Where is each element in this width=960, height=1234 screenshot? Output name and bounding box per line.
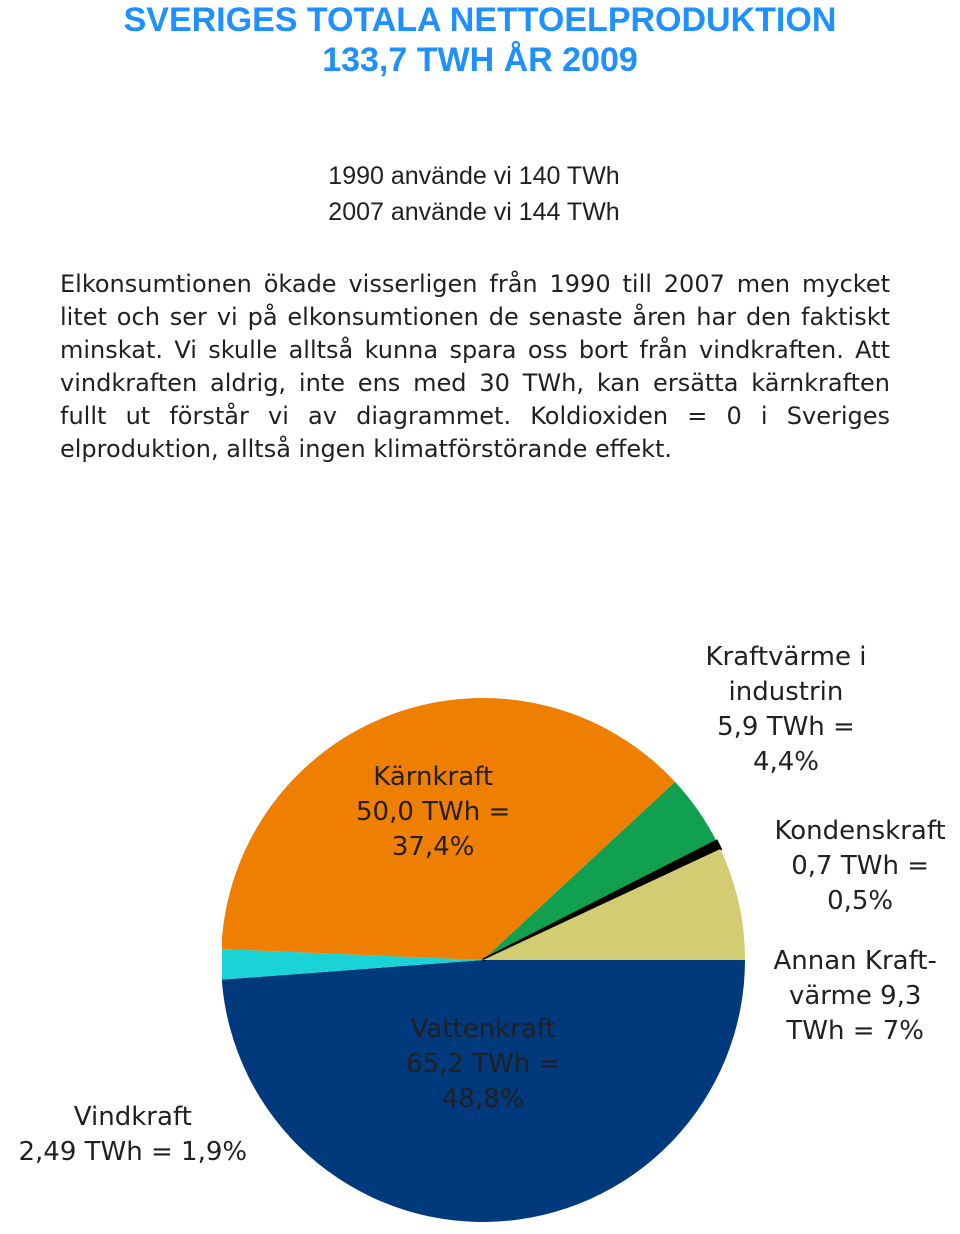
slice-label-line: 65,2 TWh = — [406, 1049, 561, 1079]
slice-label-vattenkraft — [406, 1012, 560, 1117]
slice-label-line: Kärnkraft — [373, 762, 494, 792]
chart-title-line-1: SVERIGES TOTALA NETTOELPRODUKTION — [123, 1, 837, 39]
slice-label-line: Vattenkraft — [410, 1014, 556, 1044]
slice-label-line: 5,9 TWh = — [717, 712, 855, 742]
slice-label-line: Annan Kraft- — [773, 946, 937, 976]
usage-1990: 1990 använde vi 140 TWh — [328, 162, 620, 190]
slice-label-line: 2,49 TWh = 1,9% — [18, 1137, 248, 1167]
slice-label-line: Vindkraft — [73, 1102, 192, 1132]
slice-label-line: 0,7 TWh = — [791, 851, 929, 881]
slice-label-line: 50,0 TWh = — [356, 797, 511, 827]
slice-label-karnkraft — [356, 760, 510, 865]
slice-label-line: Kraftvärme i — [705, 642, 867, 672]
slice-label-line: 0,5% — [827, 886, 894, 916]
slice-label-line: 37,4% — [391, 832, 475, 862]
slice-label-line: TWh = 7% — [786, 1016, 924, 1046]
slice-label-line: 48,8% — [441, 1084, 525, 1114]
slice-label-line: 4,4% — [752, 747, 819, 777]
slice-label-line: värme 9,3 — [788, 981, 922, 1011]
slice-label-line: industrin — [728, 677, 844, 707]
body-paragraph: Elkonsumtionen ökade visserligen från 1990 till 2007 men mycket litet och ser vi på elkonsumtionen de senaste åren har den faktiskt minskat. Vi skulle alltså kunna spara oss bort från vindkraften. Att vindkraften aldrig, inte ens med 30 TWh, kan ersätta kärnkraften fullt ut förstår vi av diagrammet. Koldioxiden = 0 i Sveriges elproduktion, alltså ingen klimatförstörande effekt. — [60, 270, 890, 463]
slice-label-annan-kraftvarme — [774, 944, 937, 1049]
chart-title-line-2: 133,7 TWH ÅR 2009 — [322, 41, 638, 79]
slice-label-vindkraft — [19, 1100, 248, 1170]
usage-2007: 2007 använde vi 144 TWh — [328, 198, 620, 226]
slice-label-kondenskraft — [775, 814, 946, 919]
slice-label-kraftvarme-i-industrin — [706, 640, 867, 780]
slice-label-line: Kondenskraft — [774, 816, 946, 846]
